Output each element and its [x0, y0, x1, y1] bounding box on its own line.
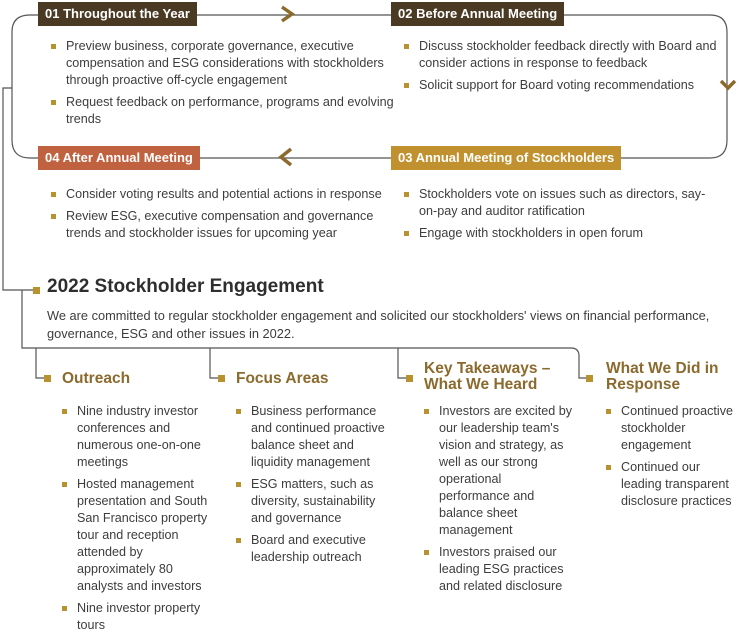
response-list	[605, 403, 740, 515]
arrow-right-icon	[282, 7, 292, 21]
focus-areas-list	[235, 403, 397, 571]
list-item: Stockholders vote on issues such as directors, say-on-pay and auditor ratification	[403, 186, 713, 220]
outreach-list	[61, 403, 211, 639]
branch-focus	[210, 348, 220, 378]
list-item: ESG matters, such as diversity, sustainability and governance	[235, 476, 397, 527]
stage-3-label: 03 Annual Meeting of Stockholders	[391, 146, 621, 170]
outreach-heading: Outreach	[62, 370, 131, 387]
list-item: Engage with stockholders in open forum	[403, 225, 713, 242]
arrow-left-icon	[281, 149, 291, 165]
stage-3-list	[403, 186, 713, 247]
list-item: Consider voting results and potential actions in response	[50, 186, 395, 203]
list-item: Review ESG, executive compensation and governance trends and stockholder issues for upcoming year	[50, 208, 395, 242]
page-title: 2022 Stockholder Engagement	[47, 276, 324, 297]
list-item: Discuss stockholder feedback directly with Board and consider actions in response to feedback	[403, 38, 723, 72]
key-takeaways-list	[423, 403, 575, 600]
response-heading: What We Did in Response	[606, 360, 719, 393]
key-takeaways-heading: Key Takeaways – What We Heard	[424, 360, 551, 393]
list-item: Business performance and continued proactive balance sheet and liquidity management	[235, 403, 397, 471]
stage-1-label: 01 Throughout the Year	[38, 2, 197, 26]
list-item: Continued our leading transparent disclosure practices	[605, 459, 740, 510]
response-marker-icon	[586, 375, 593, 382]
list-item: Request feedback on performance, programs and evolving trends	[50, 94, 395, 128]
list-item: Nine investor property tours	[61, 600, 211, 634]
stage-4-label: 04 After Annual Meeting	[38, 146, 200, 170]
stage-2-list	[403, 38, 723, 99]
cycle-to-engagement-line	[3, 88, 34, 290]
title-marker-icon	[33, 287, 40, 294]
list-item: Board and executive leadership outreach	[235, 532, 397, 566]
list-item: Nine industry investor conferences and numerous one-on-one meetings	[61, 403, 211, 471]
list-item: Solicit support for Board voting recommendations	[403, 77, 723, 94]
outreach-marker-icon	[44, 375, 51, 382]
stage-1-list	[50, 38, 395, 133]
intro-text: We are committed to regular stockholder engagement and solicited our stockholders' views on financial performance, governance, ESG and other issues in 2022.	[47, 308, 710, 341]
list-item: Continued proactive stockholder engagement	[605, 403, 740, 454]
takeaways-marker-icon	[406, 375, 413, 382]
focus-marker-icon	[218, 375, 225, 382]
list-item: Hosted management presentation and South San Francisco property tour and reception attended by approximately 80 analysts and investors	[61, 476, 211, 595]
arrow-down-icon	[721, 81, 735, 88]
branch-outreach	[36, 348, 46, 378]
branch-takeaways	[398, 348, 408, 378]
list-item: Preview business, corporate governance, executive compensation and ESG considerations with stockholders through proactive off-cycle engagement	[50, 38, 395, 89]
stage-2-label: 02 Before Annual Meeting	[391, 2, 564, 26]
stage-4-list	[50, 186, 395, 247]
list-item: Investors are excited by our leadership team's vision and strategy, as well as our strong operational performance and balance sheet management	[423, 403, 575, 539]
list-item: Investors praised our leading ESG practices and related disclosure	[423, 544, 575, 595]
focus-areas-heading: Focus Areas	[236, 370, 329, 387]
